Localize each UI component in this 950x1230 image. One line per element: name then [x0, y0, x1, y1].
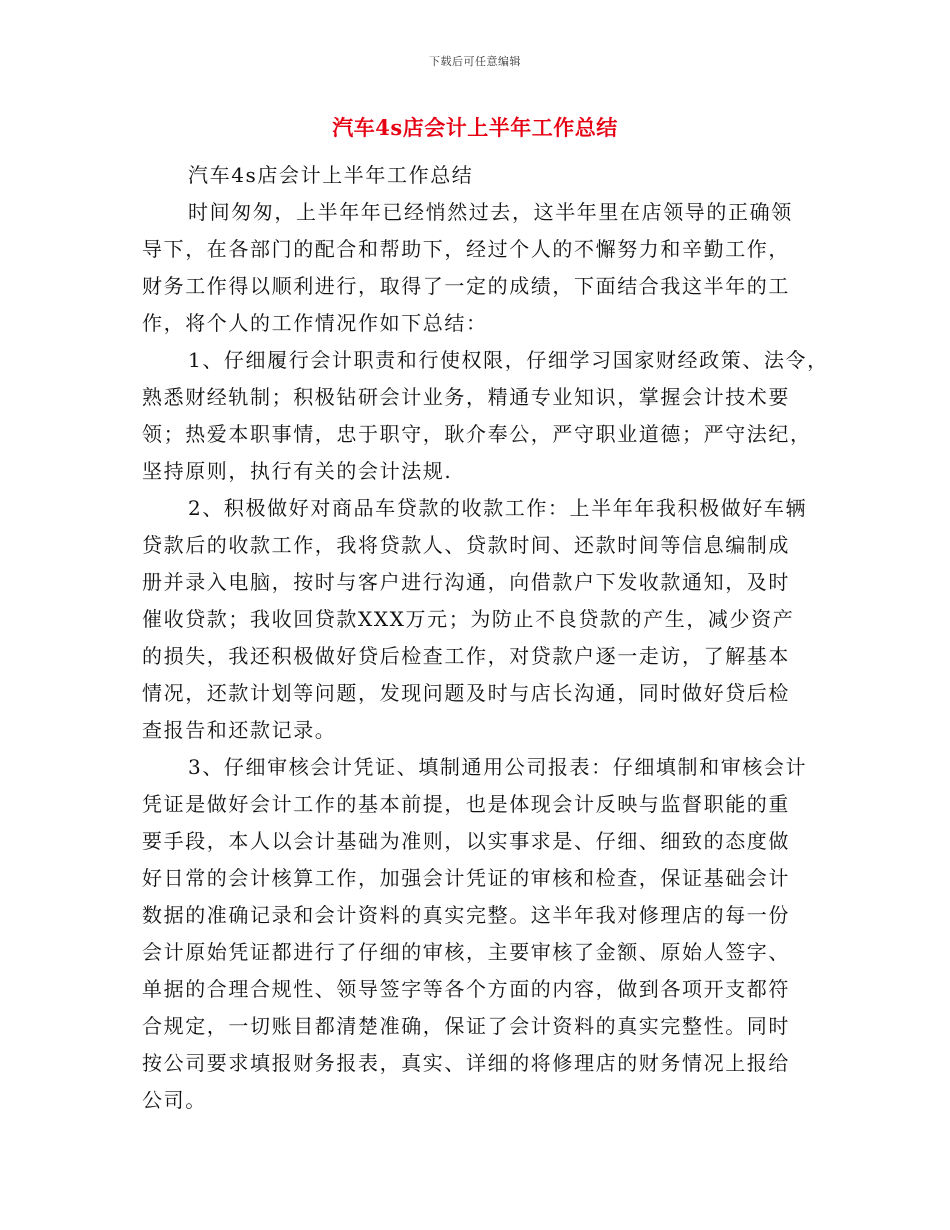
paragraph-line: 按公司要求填报财务报表，真实、详细的将修理店的财务情况上报给 — [142, 1051, 790, 1075]
paragraph-line: 会计原始凭证都进行了仔细的审核，主要审核了金额、原始人签字、 — [142, 940, 790, 964]
paragraph-line: 查报告和还款记录。 — [142, 718, 337, 742]
paragraph-line: 2、积极做好对商品车贷款的收款工作：上半年年我积极做好车辆 — [188, 496, 808, 520]
paragraph-line: 册并录入电脑，按时与客户进行沟通，向借款户下发收款通知，及时 — [142, 570, 790, 594]
paragraph-line: 导下，在各部门的配合和帮助下，经过个人的不懈努力和辛勤工作， — [142, 237, 790, 261]
paragraph-line: 要手段，本人以会计基础为准则，以实事求是、仔细、细致的态度做 — [142, 829, 790, 853]
paragraph-line: 合规定，一切账目都清楚准确，保证了会计资料的真实完整性。同时 — [142, 1014, 790, 1038]
page-header-note: 下载后可任意编辑 — [429, 55, 521, 68]
document-title: 汽车4s店会计上半年工作总结 — [332, 115, 618, 140]
paragraph-line: 催收贷款；我收回贷款XXX万元；为防止不良贷款的产生，减少资产 — [142, 607, 795, 631]
document-body — [142, 157, 842, 1119]
paragraph-line: 作，将个人的工作情况作如下总结： — [142, 311, 488, 335]
paragraph-line: 凭证是做好会计工作的基本前提，也是体现会计反映与监督职能的重 — [142, 792, 790, 816]
paragraph-line: 公司。 — [142, 1088, 207, 1112]
paragraph-item-3 — [142, 749, 842, 1119]
paragraph-line: 领；热爱本职事情，忠于职守，耿介奉公，严守职业道德；严守法纪， — [142, 422, 812, 446]
paragraph-line: 财务工作得以顺利进行，取得了一定的成绩，下面结合我这半年的工 — [142, 274, 790, 298]
paragraph-line: 好日常的会计核算工作，加强会计凭证的审核和检查，保证基础会计 — [142, 866, 790, 890]
paragraph-line: 的损失，我还积极做好贷后检查工作，对贷款户逐一走访，了解基本 — [142, 644, 790, 668]
paragraph-item-1 — [142, 342, 842, 490]
paragraph-intro — [142, 194, 842, 342]
paragraph-line: 时间匆匆，上半年年已经悄然过去，这半年里在店领导的正确领 — [188, 200, 793, 224]
paragraph-line: 熟悉财经轨制；积极钻研会计业务，精通专业知识，掌握会计技术要 — [142, 385, 790, 409]
paragraph-subtitle — [142, 157, 842, 194]
paragraph-line: 情况，还款计划等问题，发现问题及时与店长沟通，同时做好贷后检 — [142, 681, 790, 705]
paragraph-line: 坚持原则，执行有关的会计法规. — [142, 459, 453, 483]
paragraph-line: 贷款后的收款工作，我将贷款人、贷款时间、还款时间等信息编制成 — [142, 533, 790, 557]
paragraph-line: 数据的准确记录和会计资料的真实完整。这半年我对修理店的每一份 — [142, 903, 790, 927]
paragraph-item-2 — [142, 490, 842, 749]
paragraph-line: 3、仔细审核会计凭证、填制通用公司报表：仔细填制和审核会计 — [188, 755, 808, 779]
paragraph-line: 汽车4s店会计上半年工作总结 — [188, 163, 474, 187]
paragraph-line: 单据的合理合规性、领导签字等各个方面的内容，做到各项开支都符 — [142, 977, 790, 1001]
paragraph-line: 1、仔细履行会计职责和行使权限，仔细学习国家财经政策、法令， — [188, 348, 829, 372]
